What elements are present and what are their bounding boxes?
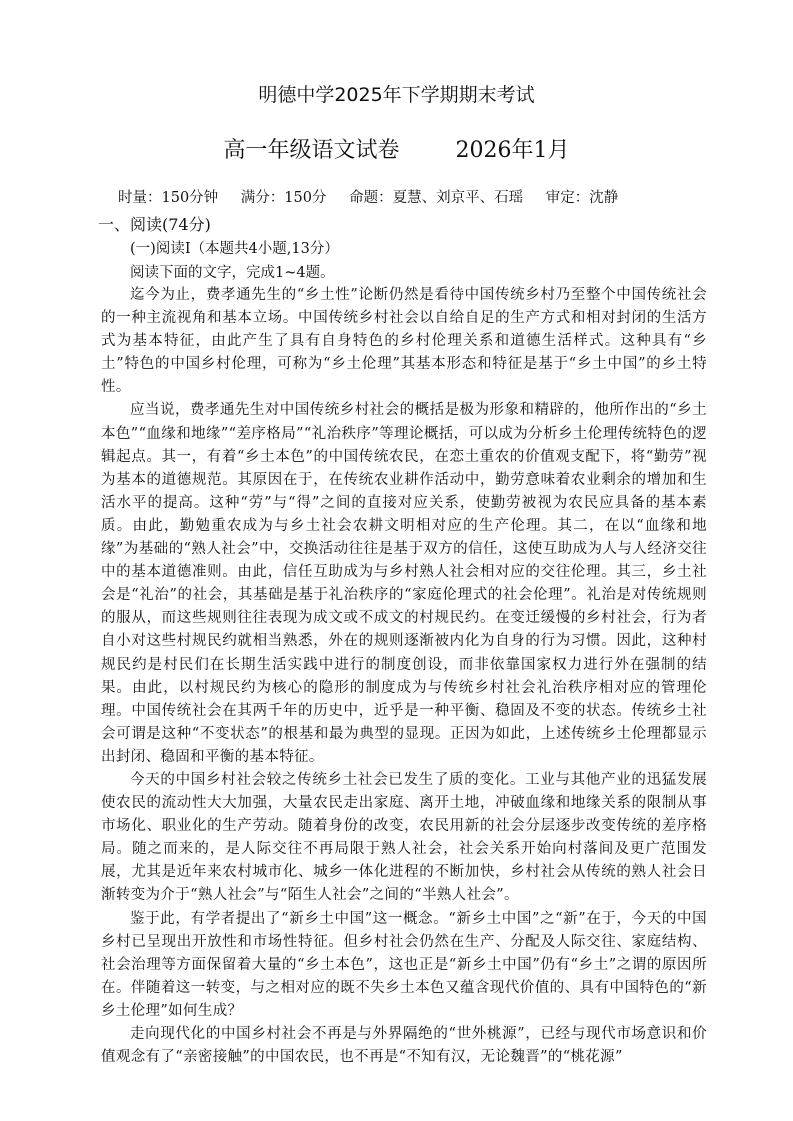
exam-reviewer: 审定：沈静 [545,190,619,206]
exam-score: 满分：150分 [240,190,327,206]
paragraph: 走向现代化的中国乡村社会不再是与外界隔绝的“世外桃源”，已经与现代市场意识和价值观念有了“亲密接触”的中国农民，也不再是“不知有汉，无论魏晋”的“桃花源” [101,1026,707,1066]
paragraph: 今天的中国乡村社会较之传统乡土社会已发生了质的变化。工业与其他产业的迅猛发展使农民的流动性大大加强，大量农民走出家庭、离开土地，冲破血缘和地缘关系的限制从事市场化、职业化的生产劳动。随着身份的改变，农民用新的社会分层逐步改变传统的差序格局。随之而来的，是人际交往不再局限于熟人社会，社会关系开始向村落间及更广范围发展，尤其是近年来农村城市化、城乡一体化进程的不断加快，乡村社会从传统的熟人社会日渐转变为介于“熟人社会”与“陌生人社会”之间的“半熟人社会”。 [101,771,707,904]
paper-title-line [0,133,793,164]
paragraph: 鉴于此，有学者提出了“新乡土中国”这一概念。“新乡土中国”之“新”在于，今天的中国乡村已呈现出开放性和市场性特征。但乡村社会仍然在生产、分配及人际交往、家庭结构、社会治理等方面保留着大量的“乡土本色”，这也正是“新乡土中国”仍有“乡土”之谓的原因所在。伴随着这一转变，与之相对应的既不失乡土本色又蕴含现代价值的、具有中国特色的“新乡土伦理”如何生成？ [101,910,707,1019]
section-title: 一、阅读(74分) [98,215,211,234]
reading-passage [101,284,707,1069]
exam-time: 时量：150分钟 [118,190,219,206]
exam-meta [118,186,636,207]
exam-date: 2026年1月 [455,138,570,163]
paper-title: 高一年级语文试卷 [223,138,400,163]
subsection-title: (一)阅读Ⅰ（本题共4小题,13分） [130,241,339,257]
reading-instruction: 阅读下面的文字，完成1~4题。 [130,265,335,281]
exam-title: 明德中学2025年下学期期末考试 [258,84,535,106]
exam-authors: 命题：夏慧、刘京平、石瑶 [349,190,524,206]
paragraph: 迄今为止，费孝通先生的“乡土性”论断仍然是看待中国传统乡村乃至整个中国传统社会的一种主流视角和基本立场。中国传统乡村社会以自给自足的生产方式和相对封闭的生活方式为基本特征，由此产生了具有自身特色的乡村伦理关系和道德生活样式。这种具有“乡土”特色的中国乡村伦理，可称为“乡土伦理”其基本形态和特征是基于“乡土中国”的乡土特性。 [101,287,707,396]
paragraph: 应当说，费孝通先生对中国传统乡村社会的概括是极为形象和精辟的，他所作出的“乡土本色”“血缘和地缘”“差序格局”“礼治秩序”等理论概括，可以成为分析乡土伦理传统特色的逻辑起点。其一，有着“乡土本色”的中国传统农民，在恋土重农的价值观支配下，将“勤劳”视为基本的道德规范。其原因在于，在传统农业耕作活动中，勤劳意味着农业剩余的增加和生活水平的提高。这种“劳”与“得”之间的直接对应关系，使勤劳被视为农民应具备的基本素质。由此，勤勉重农成为与乡土社会农耕文明相对应的生产伦理。其二，在以“血缘和地缘”为基础的“熟人社会”中，交换活动往往是基于双方的信任，这使互助成为人与人经济交往中的基本道德准则。由此，信任互助成为与乡村熟人社会相对应的交往伦理。其三，乡土社会是“礼治”的社会，其基础是基于礼治秩序的“家庭伦理式的社会伦理”。礼治是对传统规则的服从，而这些规则往往表现为成文或不成文的村规民约。在变迁缓慢的乡村社会，行为者自小对这些村规民约就相当熟悉，外在的规则逐渐被内化为自身的行为习惯。因此，这种村规民约是村民们在长期生活实践中进行的制度创设，而非依靠国家权力进行外在强制的结果。由此，以村规民约为核心的隐形的制度成为与传统乡村社会礼治秩序相对应的管理伦理。中国传统社会在其两千年的历史中，近乎是一种平衡、稳固及不变的状态。传统乡土社会可谓是这种“不变状态”的根基和最为典型的显现。正因为如此，上述传统乡土伦理都显示出封闭、稳固和平衡的基本特征。 [101,402,707,765]
